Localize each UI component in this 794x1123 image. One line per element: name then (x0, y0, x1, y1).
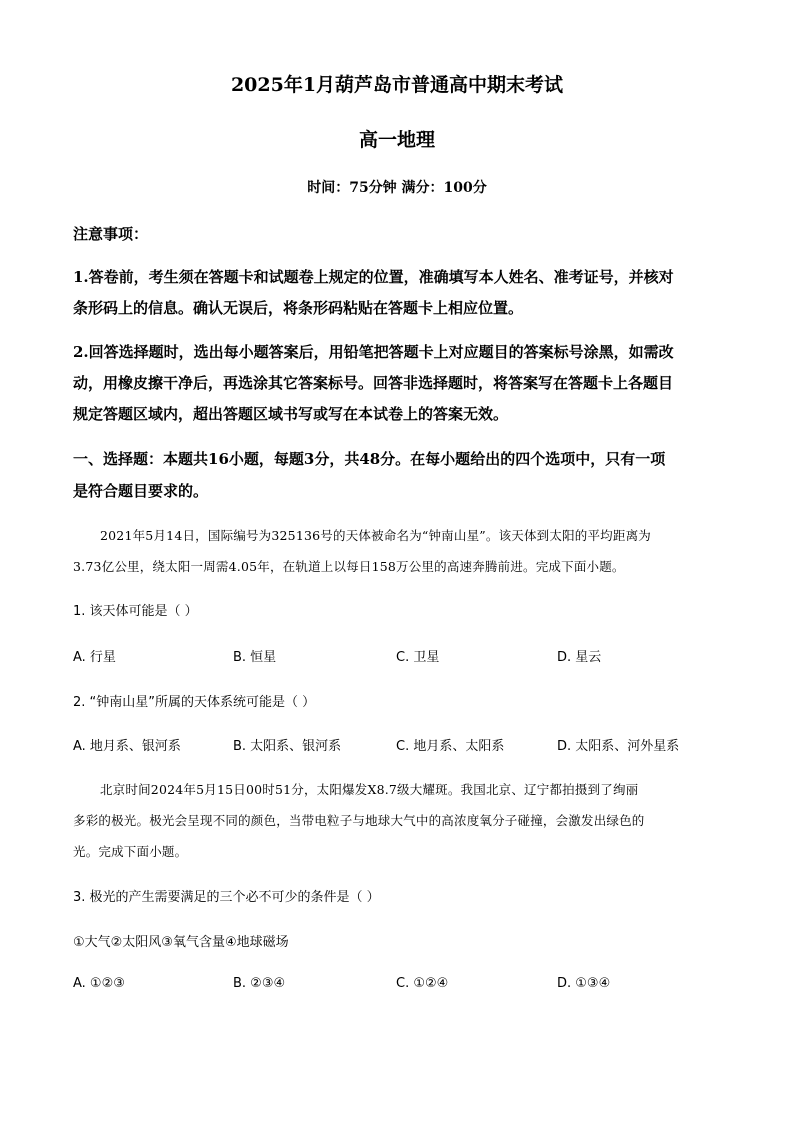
question-2-option-a: A. 地月系、银河系 (73, 739, 181, 754)
notice-item-2-line-3: 规定答题区域内，超出答题区域书写或写在本试卷上的答案无效。 (73, 405, 509, 423)
notice-item-1-line-2: 条形码上的信息。确认无误后，将条形码粘贴在答题卡上相应位置。 (73, 299, 524, 317)
passage-2-line-3: 光。完成下面小题。 (73, 844, 188, 859)
notice-item-2-line-2: 动，用橡皮擦干净后，再选涂其它答案标号。回答非选择题时，将答案写在答题卡上各题目 (73, 374, 674, 392)
question-2-option-b: B. 太阳系、银河系 (233, 739, 342, 754)
question-1-option-b: B. 恒星 (233, 650, 277, 665)
question-2-option-d: D. 太阳系、河外星系 (557, 739, 680, 754)
notice-item-2-line-1: 2.回答选择题时，选出每小题答案后，用铅笔把答题卡上对应题目的答案标号涂黑，如需改 (73, 343, 674, 361)
subject-title: 高一地理 (358, 129, 435, 151)
question-1-option-c: C. 卫星 (396, 650, 440, 665)
question-3-stem: 3. 极光的产生需要满足的三个必不可少的条件是（ ） (73, 890, 380, 905)
section-1-heading-line-2: 是符合题目要求的。 (73, 482, 209, 500)
question-1-option-a: A. 行星 (73, 650, 116, 665)
question-1-option-d: D. 星云 (557, 650, 602, 665)
notice-heading: 注意事项： (73, 225, 149, 243)
question-3-option-d: D. ①③④ (557, 976, 611, 991)
question-2-option-c: C. 地月系、太阳系 (396, 739, 505, 754)
time-score-info: 时间：75分钟 满分：100分 (307, 180, 487, 196)
question-3-option-b: B. ②③④ (233, 976, 286, 991)
notice-item-1-line-1: 1.答卷前，考生须在答题卡和试题卷上规定的位置，准确填写本人姓名、准考证号，并核对 (73, 268, 674, 286)
passage-2-line-1: 北京时间2024年5月15日00时51分，太阳爆发X8.7级大耀斑。我国北京、辽宁都拍摄到了绚丽 (100, 782, 639, 797)
exam-title: 2025年1月葫芦岛市普通高中期末考试 (230, 74, 564, 96)
question-3-option-c: C. ①②④ (396, 976, 449, 991)
passage-1-line-2: 3.73亿公里，绕太阳一周需4.05年，在轨道上以每日158万公里的高速奔腾前进。完成下面小题。 (73, 559, 625, 574)
passage-2-line-2: 多彩的极光。极光会呈现不同的颜色，当带电粒子与地球大气中的高浓度氧分子碰撞，会激发出绿色的 (73, 813, 645, 828)
passage-1-line-1: 2021年5月14日，国际编号为325136号的天体被命名为“钟南山星”。该天体到太阳的平均距离为 (100, 528, 651, 543)
question-3-conditions: ①大气②太阳风③氧气含量④地球磁场 (73, 935, 289, 950)
question-2-stem: 2. “钟南山星”所属的天体系统可能是（ ） (73, 695, 316, 710)
question-1-stem: 1. 该天体可能是（ ） (73, 604, 198, 619)
section-1-heading-line-1: 一、选择题：本题共16小题，每题3分，共48分。在每小题给出的四个选项中，只有一项 (73, 450, 666, 468)
question-3-option-a: A. ①②③ (73, 976, 125, 991)
